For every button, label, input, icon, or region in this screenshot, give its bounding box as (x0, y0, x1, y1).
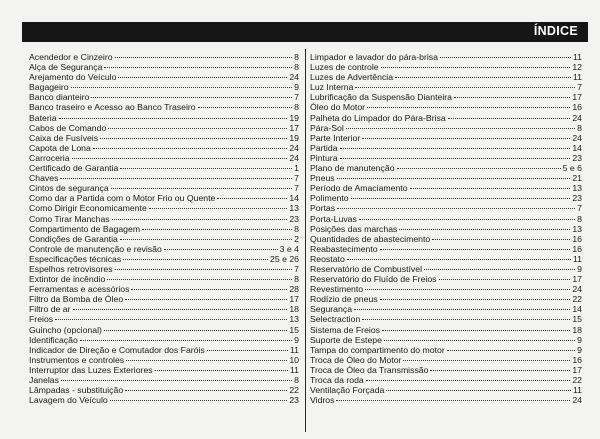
dot-leader (91, 97, 292, 98)
entry-page-number: 7 (294, 173, 299, 184)
index-entry (29, 335, 299, 345)
dot-leader (381, 67, 571, 68)
entry-label: Como Tirar Manchas (29, 213, 110, 224)
entry-label: Lavagem do Veículo (29, 395, 108, 406)
dot-leader (346, 128, 575, 129)
dot-leader (395, 77, 571, 78)
index-entry (310, 355, 582, 365)
index-entry (310, 82, 582, 92)
entry-label: Lâmpadas - substituição (29, 385, 124, 396)
dot-leader (107, 279, 292, 280)
dot-leader (61, 380, 292, 381)
page-title: ÍNDICE (533, 24, 578, 38)
entry-label: Compartimento de Bagagem (29, 223, 141, 234)
index-entry (310, 234, 582, 244)
entry-label: Indicador de Direção e Comutador dos Faróis (29, 344, 205, 355)
entry-page-number: 14 (572, 142, 582, 153)
entry-label: Controle de manutenção e revisão (29, 243, 162, 254)
index-entry (310, 52, 582, 62)
entry-page-number: 23 (289, 395, 299, 406)
entry-label: Suporte de Estepe (310, 334, 382, 345)
entry-label: Cintos de segurança (29, 183, 109, 194)
entry-page-number: 24 (572, 284, 582, 295)
entry-page-number: 11 (572, 52, 582, 62)
dot-leader (337, 178, 571, 179)
dot-leader (123, 259, 268, 260)
dot-leader (120, 239, 292, 240)
index-entry (29, 183, 299, 193)
index-entry (310, 304, 582, 314)
dot-leader (410, 188, 571, 189)
dot-leader (111, 188, 292, 189)
index-entry (310, 395, 582, 405)
entry-page-number: 8 (294, 52, 299, 62)
index-entry (310, 163, 582, 173)
entry-label: Identificação (29, 334, 78, 345)
dot-leader (365, 289, 570, 290)
dot-leader (337, 208, 575, 209)
index-entry (29, 153, 299, 163)
entry-page-number: 21 (572, 173, 582, 184)
entry-label: Luzes de controle (310, 62, 379, 73)
entry-label: Ferramentas e acessórios (29, 284, 130, 295)
dot-leader (118, 77, 287, 78)
entry-page-number: 13 (572, 223, 582, 234)
index-entry (29, 345, 299, 355)
index-entry (29, 163, 299, 173)
entry-label: Banco dianteiro (29, 92, 90, 103)
dot-leader (362, 138, 570, 139)
entry-label: Portas (310, 203, 336, 214)
dot-leader (164, 249, 278, 250)
dot-leader (55, 319, 287, 320)
entry-page-number: 7 (294, 263, 299, 274)
index-entry (310, 92, 582, 102)
entry-label: Pára-Sol (310, 122, 344, 133)
entry-page-number: 24 (572, 395, 582, 406)
entry-page-number: 13 (289, 203, 299, 214)
entry-page-number: 7 (577, 203, 582, 214)
dot-leader (367, 107, 570, 108)
index-entry (29, 304, 299, 314)
entry-page-number: 15 (289, 324, 299, 335)
entry-label: Espelhos retrovisores (29, 263, 113, 274)
entry-label: Reservatório de Combustível (310, 263, 423, 274)
entry-page-number: 11 (572, 253, 582, 264)
dot-leader (399, 229, 570, 230)
dot-leader (340, 148, 571, 149)
index-entry (29, 355, 299, 365)
entry-page-number: 15 (572, 314, 582, 325)
dot-leader (198, 107, 293, 108)
dot-leader (155, 370, 288, 371)
dot-leader (108, 128, 287, 129)
entry-label: Arejamento do Veículo (29, 72, 117, 83)
entry-page-number: 8 (294, 223, 299, 234)
dot-leader (430, 370, 570, 371)
entry-label: Banco traseiro e Acesso ao Banco Traseiro (29, 102, 196, 113)
index-entry (310, 264, 582, 274)
entry-label: Filtro de ar (29, 304, 71, 315)
entry-label: Chaves (29, 173, 59, 184)
dot-leader (403, 360, 570, 361)
entry-page-number: 9 (577, 344, 582, 355)
entry-label: Selectraction (310, 314, 361, 325)
index-entry (29, 294, 299, 304)
dot-leader (59, 118, 288, 119)
dot-leader (424, 269, 575, 270)
entry-label: Posições das marchas (310, 223, 398, 234)
entry-page-number: 28 (289, 284, 299, 295)
entry-page-number: 8 (577, 122, 582, 133)
index-entry (310, 153, 582, 163)
index-entry (29, 133, 299, 143)
dot-leader (120, 168, 292, 169)
dot-leader (347, 259, 571, 260)
dot-leader (382, 330, 570, 331)
entry-page-number: 18 (572, 324, 582, 335)
entry-label: Partida (310, 142, 338, 153)
entry-page-number: 13 (572, 183, 582, 194)
entry-page-number: 17 (289, 294, 299, 305)
entry-label: Filtro da Bomba de Óleo (29, 294, 124, 305)
entry-page-number: 17 (572, 364, 582, 375)
entry-label: Luz Interna (310, 82, 354, 93)
entry-page-number: 5 e 6 (562, 163, 582, 174)
index-entry (310, 345, 582, 355)
entry-label: Caixa de Fusíveis (29, 132, 99, 143)
dot-leader (447, 350, 575, 351)
entry-label: Freios (29, 314, 54, 325)
entry-label: Instrumentos e controles (29, 354, 125, 365)
entry-page-number: 23 (572, 193, 582, 204)
entry-page-number: 9 (294, 82, 299, 93)
entry-label: Período de Amaciamento (310, 183, 408, 194)
dot-leader (100, 138, 287, 139)
entry-label: Palheta do Limpador do Pára-Brisa (310, 112, 446, 123)
index-entry (310, 274, 582, 284)
index-entry (310, 294, 582, 304)
index-entry (29, 72, 299, 82)
dot-leader (149, 208, 288, 209)
index-entry (310, 113, 582, 123)
dot-leader (354, 309, 570, 310)
entry-page-number: 11 (572, 385, 582, 396)
entry-label: Especificações técnicas (29, 253, 122, 264)
index-entry (29, 385, 299, 395)
entry-page-number: 22 (572, 375, 582, 385)
entry-page-number: 12 (572, 62, 582, 73)
entry-label: Reservatório do Fluído de Freios (310, 274, 437, 285)
index-entry (310, 224, 582, 234)
entry-page-number: 11 (289, 364, 299, 375)
entry-label: Lubrificação da Suspensão Dianteira (310, 92, 452, 103)
entry-label: Troca da roda (310, 375, 364, 385)
entry-page-number: 16 (572, 243, 582, 254)
entry-page-number: 9 (577, 334, 582, 345)
dot-leader (60, 178, 292, 179)
entry-label: Reabastecimento (310, 243, 378, 254)
dot-leader (115, 269, 293, 270)
dot-leader (125, 299, 287, 300)
dot-leader (362, 319, 570, 320)
entry-label: Óleo do Motor (310, 102, 366, 113)
entry-label: Troca de Óleo da Transmissão (310, 364, 429, 375)
dot-leader (366, 380, 571, 381)
index-entry (29, 274, 299, 284)
entry-page-number: 22 (289, 385, 299, 396)
dot-leader (104, 67, 292, 68)
index-entry (29, 113, 299, 123)
index-entry (29, 193, 299, 203)
entry-label: Extintor de incêndio (29, 274, 106, 285)
entry-page-number: 14 (572, 304, 582, 315)
entry-page-number: 7 (294, 183, 299, 194)
index-entry (310, 284, 582, 294)
dot-leader (115, 57, 293, 58)
index-entry (310, 102, 582, 112)
dot-leader (73, 309, 288, 310)
entry-label: Interruptor das Luzes Exteriores (29, 364, 153, 375)
dot-leader (104, 330, 287, 331)
entry-page-number: 19 (289, 132, 299, 143)
entry-label: Carroceria (29, 152, 70, 163)
entry-page-number: 8 (294, 62, 299, 73)
entry-page-number: 24 (572, 132, 582, 143)
entry-label: Vidros (310, 395, 335, 406)
dot-leader (384, 340, 575, 341)
entry-label: Revestimento (310, 284, 364, 295)
index-entry (29, 123, 299, 133)
entry-label: Bagageiro (29, 82, 69, 93)
dot-leader (380, 249, 571, 250)
index-entry (29, 224, 299, 234)
entry-page-number: 17 (289, 122, 299, 133)
index-entry (310, 193, 582, 203)
index-entry (29, 234, 299, 244)
entry-label: Quantidades de abastecimento (310, 233, 431, 244)
entry-page-number: 22 (572, 294, 582, 305)
index-entry (29, 92, 299, 102)
entry-page-number: 8 (294, 102, 299, 113)
header-bar (22, 22, 588, 42)
entry-page-number: 24 (289, 72, 299, 83)
index-entry (310, 72, 582, 82)
index-entry (310, 143, 582, 153)
dot-leader (131, 289, 287, 290)
entry-page-number: 16 (572, 102, 582, 113)
index-entry (29, 52, 299, 62)
dot-leader (142, 229, 292, 230)
dot-leader (432, 239, 570, 240)
index-entry (310, 325, 582, 335)
entry-label: Sistema de Freios (310, 324, 381, 335)
dot-leader (110, 400, 288, 401)
index-entry (310, 123, 582, 133)
index-entry (310, 214, 582, 224)
index-entry (310, 375, 582, 385)
entry-page-number: 16 (572, 233, 582, 244)
entry-page-number: 7 (577, 82, 582, 93)
entry-label: Condições de Garantia (29, 233, 118, 244)
entry-label: Alça de Segurança (29, 62, 103, 73)
index-column-left (29, 52, 299, 405)
entry-page-number: 3 e 4 (279, 243, 299, 254)
dot-leader (93, 148, 287, 149)
index-entry (29, 244, 299, 254)
entry-label: Guincho (opcional) (29, 324, 102, 335)
index-entry (29, 365, 299, 375)
index-entry (29, 143, 299, 153)
index-entry (29, 102, 299, 112)
entry-label: Capota de Lona (29, 142, 91, 153)
dot-leader (112, 219, 288, 220)
index-entry (29, 395, 299, 405)
index-entry (310, 335, 582, 345)
entry-label: Ventilação Forçada (310, 385, 385, 396)
entry-page-number: 23 (289, 213, 299, 224)
entry-label: Luzes de Advertência (310, 72, 394, 83)
entry-label: Troca de Óleo do Motor (310, 354, 402, 365)
index-entry (310, 183, 582, 193)
entry-page-number: 25 e 26 (270, 253, 299, 264)
entry-label: Polimento (310, 193, 349, 204)
index-entry (29, 325, 299, 335)
index-entry (310, 254, 582, 264)
entry-page-number: 2 (294, 233, 299, 244)
index-column-right (310, 52, 582, 405)
index-entry (310, 133, 582, 143)
entry-page-number: 14 (289, 193, 299, 204)
dot-leader (217, 198, 287, 199)
entry-page-number: 24 (289, 142, 299, 153)
entry-page-number: 17 (572, 274, 582, 285)
entry-page-number: 8 (577, 213, 582, 224)
entry-label: Pneus (310, 173, 335, 184)
dot-leader (440, 57, 571, 58)
dot-leader (386, 390, 571, 391)
entry-label: Limpador e lavador do pára-brisa (310, 52, 438, 62)
entry-page-number: 9 (577, 263, 582, 274)
dot-leader (340, 158, 571, 159)
dot-leader (72, 158, 288, 159)
dot-leader (71, 87, 293, 88)
index-entry (29, 375, 299, 385)
entry-page-number: 23 (572, 152, 582, 163)
dot-leader (359, 219, 575, 220)
entry-label: Tampa do compartimento do motor (310, 344, 445, 355)
entry-page-number: 10 (289, 354, 299, 365)
dot-leader (336, 400, 570, 401)
entry-label: Parte Interior (310, 132, 361, 143)
entry-label: Rodízio de pneus (310, 294, 378, 305)
index-entry (310, 62, 582, 72)
entry-page-number: 1 (294, 163, 299, 174)
entry-page-number: 9 (294, 334, 299, 345)
dot-leader (355, 87, 575, 88)
dot-leader (448, 118, 571, 119)
index-entry (29, 203, 299, 213)
dot-leader (207, 350, 288, 351)
index-entry (29, 173, 299, 183)
entry-page-number: 11 (572, 72, 582, 83)
entry-label: Porta-Luvas (310, 213, 357, 224)
entry-label: Plano de manutenção (310, 163, 395, 174)
index-entry (29, 284, 299, 294)
entry-label: Segurança (310, 304, 353, 315)
dot-leader (397, 168, 561, 169)
entry-label: Janelas (29, 375, 59, 385)
entry-page-number: 18 (289, 304, 299, 315)
index-entry (310, 365, 582, 375)
entry-page-number: 13 (289, 314, 299, 325)
index-entry (310, 244, 582, 254)
entry-label: Reostato (310, 253, 345, 264)
entry-label: Cabos de Comando (29, 122, 107, 133)
dot-leader (454, 97, 570, 98)
dot-leader (80, 340, 292, 341)
entry-label: Acendedor e Cinzeiro (29, 52, 113, 62)
column-divider (305, 49, 306, 432)
index-entry (29, 314, 299, 324)
entry-page-number: 24 (289, 152, 299, 163)
dot-leader (351, 198, 571, 199)
index-entry (310, 173, 582, 183)
dot-leader (439, 279, 571, 280)
entry-page-number: 8 (294, 274, 299, 285)
index-entry (310, 203, 582, 213)
entry-page-number: 24 (572, 112, 582, 123)
index-entry (29, 214, 299, 224)
entry-page-number: 17 (572, 92, 582, 103)
dot-leader (125, 390, 287, 391)
entry-page-number: 7 (294, 92, 299, 103)
entry-page-number: 8 (294, 375, 299, 385)
entry-page-number: 19 (289, 112, 299, 123)
entry-label: Como Dirigir Economicamente (29, 203, 147, 214)
entry-label: Como dar a Partida com o Motor Frio ou Quente (29, 193, 216, 204)
entry-label: Certificado de Garantia (29, 163, 119, 174)
index-entry (29, 62, 299, 72)
index-entry (310, 314, 582, 324)
dot-leader (380, 299, 571, 300)
entry-page-number: 16 (572, 354, 582, 365)
dot-leader (126, 360, 287, 361)
index-entry (310, 385, 582, 395)
entry-label: Pintura (310, 152, 338, 163)
index-entry (29, 254, 299, 264)
index-entry (29, 82, 299, 92)
entry-label: Bateria (29, 112, 57, 123)
entry-page-number: 11 (289, 344, 299, 355)
index-entry (29, 264, 299, 274)
